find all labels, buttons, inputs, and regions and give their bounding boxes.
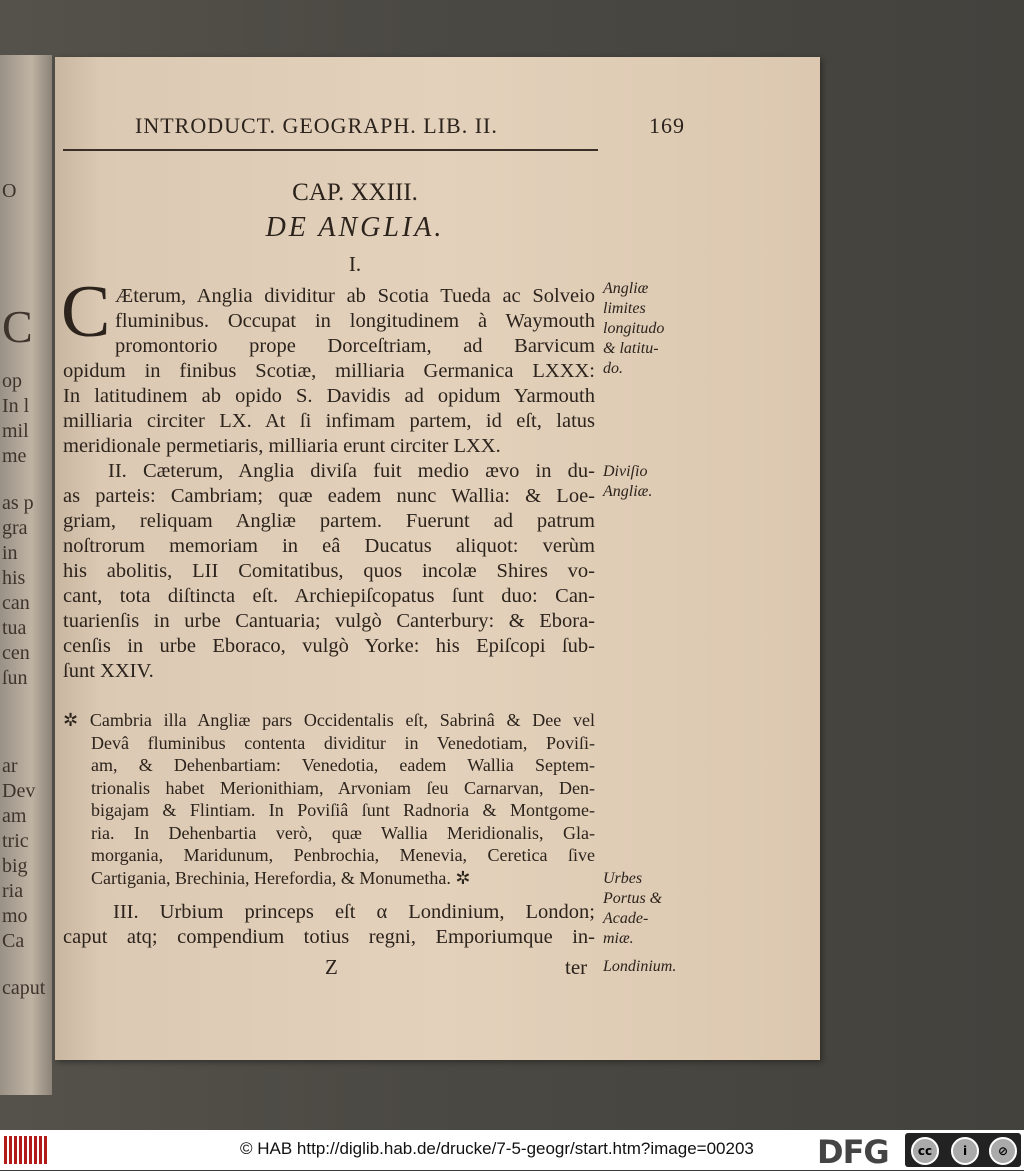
left-fragment: his [2, 567, 26, 589]
left-fragment: ſun [2, 667, 28, 689]
library-logo-icon [4, 1136, 48, 1164]
header-rule [63, 149, 598, 151]
text-line: ſunt XXIV. [63, 660, 154, 682]
by-icon: i [951, 1137, 979, 1165]
left-fragment: as p [2, 492, 34, 514]
marginal-note-limits: Angliæ limites longitudo & latitu- do. [603, 280, 665, 377]
chapter-number: CAP. XXIII. [292, 179, 418, 206]
copyright-link[interactable]: © HAB http://diglib.hab.de/drucke/7-5-geogr/start.htm?image=00203 [240, 1139, 754, 1158]
text-line: In latitudinem ab opido S. Davidis ad opidum Yarmouth [63, 385, 595, 407]
left-fragment: big [2, 855, 28, 877]
left-fragment: can [2, 592, 30, 614]
left-fragment: mo [2, 905, 28, 927]
text-line: meridionale permetiaris, milliaria erunt circiter LXX. [63, 435, 501, 457]
left-fragment: Dev [2, 780, 36, 802]
marginal-note-division: Diviſio Angliæ. [603, 463, 653, 500]
text-line: II. Cæterum, Anglia diviſa fuit medio ævo in du- [108, 460, 595, 482]
left-fragment: tua [2, 617, 27, 639]
text-line: caput atq; compendium totius regni, Emporiumque in- [63, 926, 595, 948]
text-line: Æterum, Anglia dividitur ab Scotia Tueda ac Solveio [115, 285, 595, 307]
text-line: III. Urbium princeps eſt α Londinium, London; [113, 901, 595, 923]
note-line: trionalis habet Merionithiam, Arvoniam ſeu Carnarvan, Den- [91, 777, 595, 798]
running-header [135, 113, 685, 139]
drop-capital: C [61, 271, 111, 353]
left-fragment: ar [2, 755, 18, 777]
left-fragment: In l [2, 395, 30, 417]
paragraph-3 [63, 900, 595, 950]
text-line: cant, tota diſtincta eſt. Archiepiſcopatus ſunt duo: Can- [63, 585, 595, 607]
catchword: ter [565, 955, 588, 979]
cc-icon: cc [911, 1137, 939, 1165]
left-fragment: mil [2, 420, 29, 442]
facing-page-edge [0, 55, 52, 1095]
text-line: noſtrorum memoriam in eâ Ducatus aliquot: verùm [63, 535, 595, 557]
note-line: ✲ Cambria illa Angliæ pars Occidentalis eſt, Sabrinâ & Dee vel [63, 710, 595, 730]
left-fragment: ria [2, 880, 24, 902]
text-line: tuarienſis in urbe Cantuaria; vulgò Canterbury: & Ebora- [63, 610, 595, 632]
page-number: 169 [649, 113, 685, 138]
left-fragment: caput [2, 977, 46, 999]
text-line: his abolitis, LII Comitatibus, quos incolæ Shires vo- [63, 560, 595, 582]
chapter-title: DE ANGLIA. [265, 212, 445, 243]
section-number: I. [348, 252, 362, 276]
text-line: as parteis: Cambriam; quæ eadem nunc Wallia: & Loe- [63, 485, 595, 507]
text-line: cenſis in urbe Eboraco, vulgò Yorke: his Epiſcopi ſub- [63, 635, 595, 657]
text-line: fluminibus. Occupat in longitudinem à Waymouth [115, 310, 595, 332]
annotation-note [63, 709, 595, 889]
left-fragment: me [2, 445, 27, 467]
note-line: Cartigania, Brechinia, Herefordia, & Monumetha. ✲ [91, 867, 471, 888]
note-line: Devâ fluminibus contenta dividitur in Venedotiam, Poviſi- [91, 732, 595, 753]
text-line: opidum in finibus Scotiæ, milliaria Germanica LXXX: [63, 360, 595, 382]
left-fragment: O [2, 180, 17, 202]
dfg-logo[interactable]: DFG [817, 1133, 889, 1171]
left-fragment: tric [2, 830, 29, 852]
left-fragment: am [2, 805, 27, 827]
marginal-note-london: Londinium. [603, 958, 677, 975]
running-title: INTRODUCT. GEOGRAPH. LIB. II. [135, 113, 498, 138]
note-line: am, & Dehenbartiam: Venedotia, eadem Wallia Septem- [91, 755, 595, 775]
text-line: milliaria circiter LX. At ſi infimam partem, id eſt, latus [63, 410, 595, 432]
text-line: griam, reliquam Angliæ partem. Fuerunt ad patrum [63, 510, 595, 532]
left-fragment: in [2, 542, 18, 564]
sa-icon: ⊘ [989, 1137, 1017, 1165]
book-page [55, 57, 820, 1060]
note-line: bigajam & Flintiam. In Poviſiâ ſunt Radnoria & Montgome- [91, 800, 595, 820]
left-fragment: op [2, 370, 22, 392]
license-badge[interactable] [905, 1133, 1021, 1167]
left-fragment: gra [2, 517, 28, 539]
left-fragment: cen [2, 642, 30, 664]
note-line: ria. In Dehenbartia verò, quæ Wallia Meridionalis, Gla- [91, 822, 595, 843]
left-fragment: C [2, 301, 33, 352]
note-line: morgania, Maridunum, Penbrochia, Menevia, Ceretica ſive [91, 845, 595, 865]
signature-mark: Z [325, 955, 338, 979]
paragraph-2 [63, 459, 595, 684]
viewer-footer [0, 1130, 1024, 1170]
marginal-note-cities: Urbes Portus & Acade- miæ. [603, 870, 663, 947]
text-line: promontorio prope Dorceſtriam, ad Barvicum [115, 335, 595, 357]
paragraph-1 [63, 284, 595, 459]
left-fragment: Ca [2, 930, 25, 952]
